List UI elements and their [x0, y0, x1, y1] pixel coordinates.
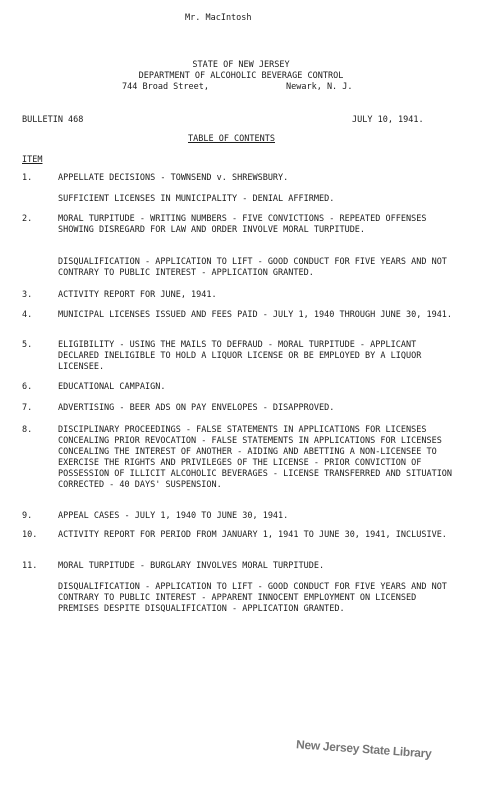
item-number: 5.: [22, 340, 33, 350]
item-number: 3.: [22, 290, 33, 300]
item-text: APPELLATE DECISIONS - TOWNSEND v. SHREWSBURY.: [58, 173, 289, 183]
item-text: APPEAL CASES - JULY 1, 1940 TO JUNE 30, 1941.: [58, 511, 289, 521]
item-number: 9.: [22, 511, 33, 521]
item-number: 6.: [22, 382, 33, 392]
header-line-state: STATE OF NEW JERSEY: [192, 60, 290, 70]
item-text: MORAL TURPITUDE - WRITING NUMBERS - FIVE CONVICTIONS - REPEATED OFFENSES SHOWING DISREGARD FOR LAW AND ORDER INVOLVE MORAL TURPITUDE.: [58, 214, 427, 235]
item-number: 1.: [22, 173, 33, 183]
item-number: 7.: [22, 403, 33, 413]
item-text: SUFFICIENT LICENSES IN MUNICIPALITY - DENIAL AFFIRMED.: [58, 194, 335, 204]
item-text: EDUCATIONAL CAMPAIGN.: [58, 382, 166, 392]
item-number: 2.: [22, 214, 33, 224]
header-line-department: DEPARTMENT OF ALCOHOLIC BEVERAGE CONTROL: [138, 71, 344, 81]
item-number: 4.: [22, 310, 33, 320]
item-text: ACTIVITY REPORT FOR JUNE, 1941.: [58, 290, 217, 300]
item-text: DISCIPLINARY PROCEEDINGS - FALSE STATEMENTS IN APPLICATIONS FOR LICENSES CONCEALING PRIOR REVOCATION - FALSE STATEMENTS IN APPLICATIONS FOR LICENSES CONCEALING THE INTEREST OF ANOTHER - AIDING AND ABETTING A NON-LICENSEE TO EXERCISE THE RIGHTS AND PRIVILEGES OF THE LICENSE - PRIOR CONVICTION OF POSSESSION OF ILLICIT ALCOHOLIC BEVERAGES - LICENSE TRANSFERRED AND SITUATION CORRECTED - 40 DAYS' SUSPENSION.: [58, 425, 453, 490]
library-stamp: New Jersey State Library: [295, 737, 432, 761]
header-city: Newark, N. J.: [286, 82, 353, 92]
item-number: 11.: [22, 561, 38, 571]
item-heading: ITEM: [22, 155, 43, 165]
item-text: ELIGIBILITY - USING THE MAILS TO DEFRAUD - MORAL TURPITUDE - APPLICANT DECLARED INELIGIBLE TO HOLD A LIQUOR LICENSE OR BE EMPLOYED BY A LIQUOR LICENSEE.: [58, 340, 422, 372]
toc-title: TABLE OF CONTENTS: [188, 134, 275, 144]
item-text: ADVERTISING - BEER ADS ON PAY ENVELOPES - DISAPPROVED.: [58, 403, 335, 413]
addressee: Mr. MacIntosh: [185, 13, 252, 23]
item-text: ACTIVITY REPORT FOR PERIOD FROM JANUARY 1, 1941 TO JUNE 30, 1941, INCLUSIVE.: [58, 530, 447, 540]
item-number: 10.: [22, 530, 38, 540]
item-number: 8.: [22, 425, 33, 435]
item-text: DISQUALIFICATION - APPLICATION TO LIFT - GOOD CONDUCT FOR FIVE YEARS AND NOT CONTRARY TO PUBLIC INTEREST - APPLICATION GRANTED.: [58, 257, 447, 278]
item-text: MUNICIPAL LICENSES ISSUED AND FEES PAID - JULY 1, 1940 THROUGH JUNE 30, 1941.: [58, 310, 453, 320]
item-text: MORAL TURPITUDE - BURGLARY INVOLVES MORAL TURPITUDE.: [58, 561, 325, 571]
header-address: 744 Broad Street,: [122, 82, 209, 92]
bulletin-date: JULY 10, 1941.: [352, 115, 424, 125]
item-text: DISQUALIFICATION - APPLICATION TO LIFT - GOOD CONDUCT FOR FIVE YEARS AND NOT CONTRARY TO PUBLIC INTEREST - APPARENT INNOCENT EMPLOYMENT ON LICENSED PREMISES DESPITE DISQUALIFICATION - APPLICATION GRANTED.: [58, 582, 447, 614]
bulletin-number: BULLETIN 468: [22, 115, 84, 125]
